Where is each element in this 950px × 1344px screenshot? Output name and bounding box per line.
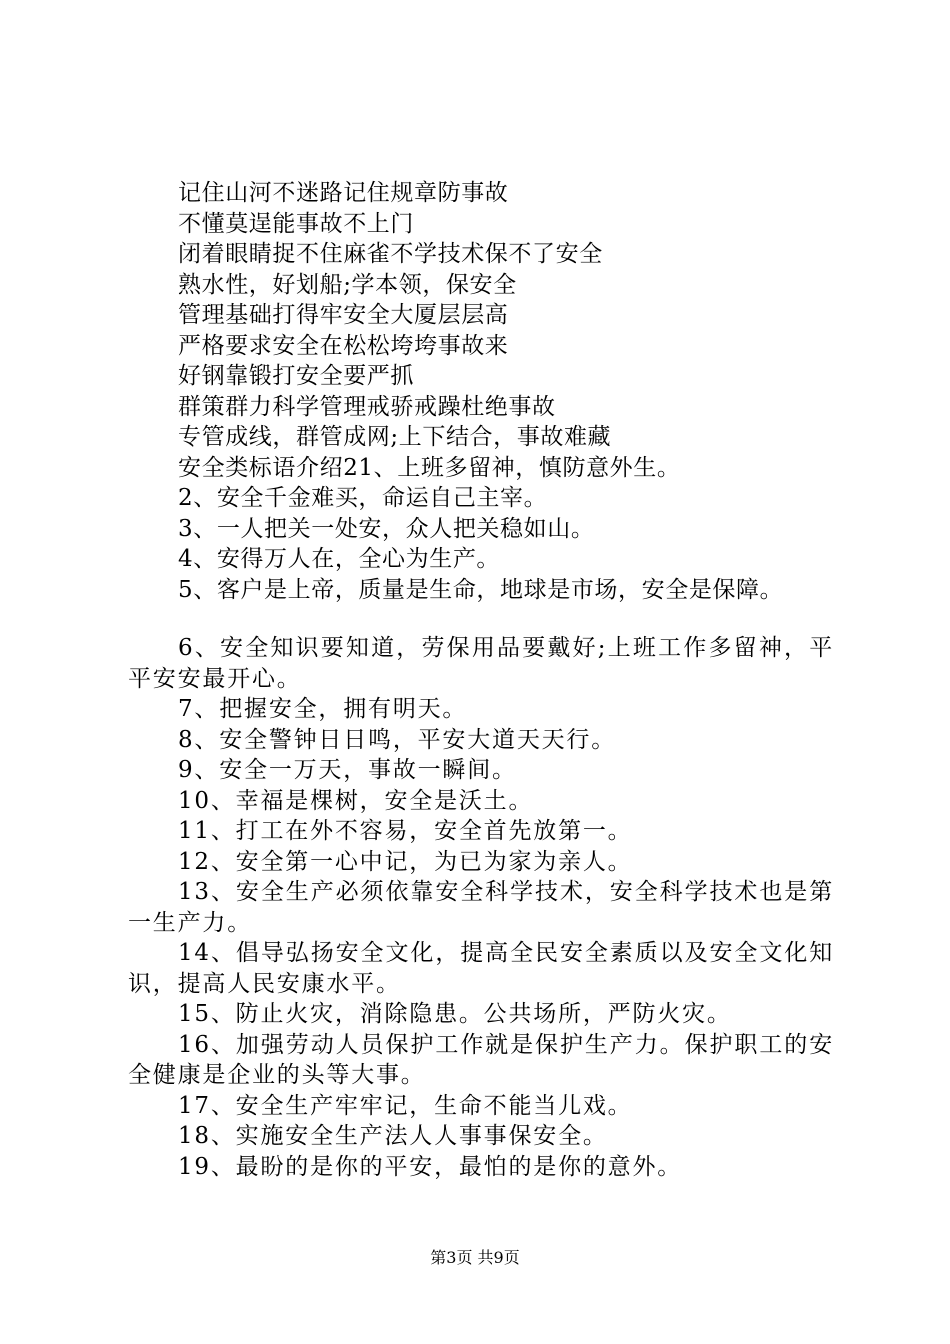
text-line: 好钢靠锻打安全要严抓	[178, 363, 414, 389]
slogan-item: 16、加强劳动人员保护工作就是保护生产力。保护职工的安全健康是企业的头等大事。	[128, 1031, 834, 1088]
text-line: 严格要求安全在松松垮垮事故来	[178, 332, 509, 359]
slogan-item: 11、打工在外不容易，安全首先放第一。	[178, 818, 633, 844]
slogan-item: 15、防止火灾，消除隐患。公共场所，严防火灾。	[178, 1001, 732, 1027]
text-line: 记住山河不迷路记住规章防事故	[178, 180, 509, 206]
text-line: 管理基础打得牢安全大厦层层高	[178, 302, 509, 328]
text-line: 2、安全千金难买，命运自己主宰。	[178, 485, 548, 511]
text-line: 安全类标语介绍21、上班多留神，慎防意外生。	[178, 454, 681, 481]
slogan-item: 12、安全第一心中记，为已为家为亲人。	[178, 848, 633, 875]
slogan-item: 10、幸福是棵树，安全是沃土。	[178, 787, 534, 814]
slogan-item: 8、安全警钟日日鸣，平安大道天天行。	[178, 726, 617, 753]
text-line: 5、客户是上帝，质量是生命，地球是市场，安全是保障。	[178, 576, 784, 603]
document-body	[128, 178, 834, 1182]
slogan-item: 7、把握安全，拥有明天。	[178, 696, 468, 722]
slogan-item: 19、最盼的是你的平安，最怕的是你的意外。	[178, 1153, 683, 1180]
text-line: 4、安得万人在，全心为生产。	[178, 546, 501, 572]
paragraph-gap	[128, 605, 834, 633]
text-line: 熟水性，好划船;学本领，保安全	[178, 271, 517, 298]
slogan-item: 6、安全知识要知道，劳保用品要戴好;上班工作多留神，平平安安最开心。	[128, 635, 834, 692]
page-number-footer: 第3页 共9页	[430, 1248, 520, 1267]
slogan-item: 14、倡导弘扬安全文化，提高全民安全素质以及安全文化知识，提高人民安康水平。	[128, 940, 834, 997]
text-line: 群策群力科学管理戒骄戒躁杜绝事故	[178, 393, 556, 420]
slogan-item: 13、安全生产必须依靠安全科学技术，安全科学技术也是第一生产力。	[128, 879, 834, 936]
text-line: 闭着眼睛捉不住麻雀不学技术保不了安全	[178, 241, 603, 267]
text-line: 3、一人把关一处安，众人把关稳如山。	[178, 515, 595, 542]
text-line: 专管成线，群管成网;上下结合，事故难藏	[178, 424, 612, 450]
slogan-item: 17、安全生产牢牢记，生命不能当儿戏。	[178, 1092, 633, 1119]
text-line: 不懂莫逞能事故不上门	[178, 210, 414, 237]
slogan-item: 9、安全一万天，事故一瞬间。	[178, 757, 517, 783]
slogan-item: 18、实施安全生产法人人事事保安全。	[178, 1123, 608, 1149]
